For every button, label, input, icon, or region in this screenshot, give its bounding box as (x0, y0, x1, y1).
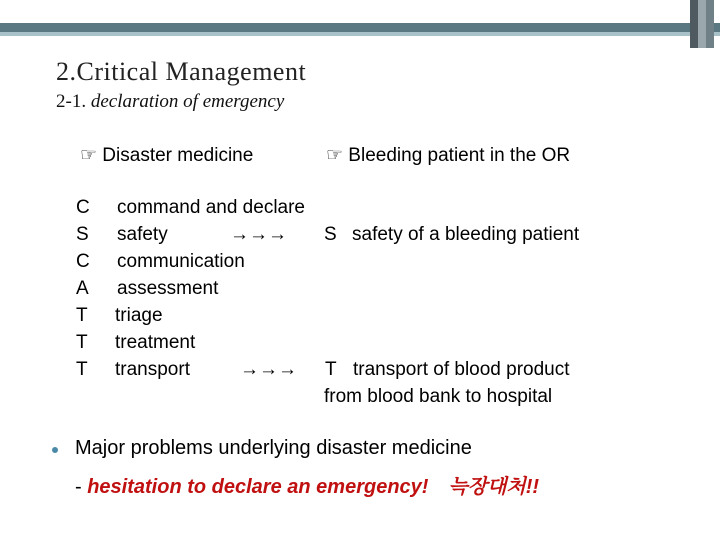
subtitle-text: declaration of emergency (90, 91, 285, 112)
corner-block-mid (698, 0, 706, 48)
hesitation-text: hesitation to declare an emergency! (87, 476, 429, 498)
slide-subtitle (56, 91, 284, 113)
hesitation-line (75, 470, 539, 499)
mnemonic-letter: T (76, 305, 88, 326)
corner-block-end (706, 0, 714, 48)
mnemonic-word: treatment (115, 332, 196, 353)
mnemonic-word: command and declare (117, 197, 305, 218)
mnemonic-letter: C (76, 197, 90, 218)
korean-emphasis: 늑장대처!! (448, 476, 540, 498)
mnemonic-word: assessment (117, 278, 219, 299)
bleeding-patient-heading: ☞ Bleeding patient in the OR (326, 145, 571, 166)
header-bar (0, 23, 720, 32)
header-bar-accent (0, 32, 720, 36)
mnemonic-letter: T (76, 332, 88, 353)
arrow-transport: →→→ (240, 359, 297, 380)
arrow-safety: →→→ (230, 224, 287, 245)
mnemonic-letter: T (76, 359, 88, 380)
mnemonic-letter: S (76, 224, 89, 245)
mnemonic-word: safety (117, 224, 168, 245)
bleeding-t-text: transport of blood product (353, 359, 570, 380)
corner-block-dark (690, 0, 698, 48)
bleeding-s-letter: S (324, 224, 337, 245)
mnemonic-letter: C (76, 251, 90, 272)
subtitle-number: 2-1. (56, 91, 87, 112)
mnemonic-word: transport (115, 359, 190, 380)
bleeding-s-text: safety of a bleeding patient (352, 224, 580, 245)
mnemonic-word: triage (115, 305, 163, 326)
bullet-dot (52, 447, 58, 453)
header-band (0, 0, 720, 23)
disaster-medicine-heading: ☞ Disaster medicine (80, 145, 254, 166)
slide-title: 2.Critical Management (56, 57, 307, 86)
bleeding-t-text-cont: from blood bank to hospital (324, 386, 553, 407)
hesitation-dash: - (75, 476, 88, 498)
bleeding-t-letter: T (325, 359, 337, 380)
mnemonic-word: communication (117, 251, 245, 272)
mnemonic-letter: A (76, 278, 89, 299)
problems-heading: Major problems underlying disaster medicine (75, 437, 472, 459)
